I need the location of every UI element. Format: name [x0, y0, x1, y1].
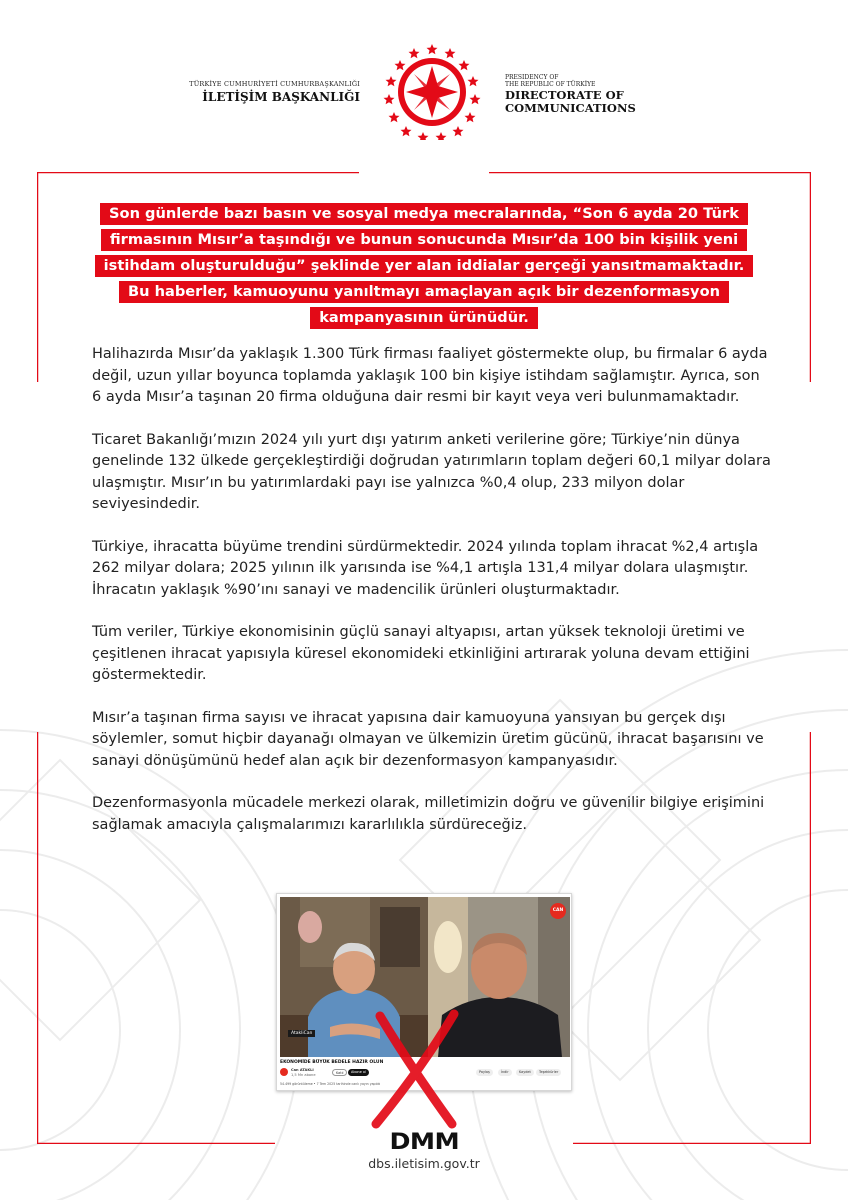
- red-cross-icon: [366, 1008, 466, 1130]
- video-live-tag: AtakliCan: [288, 1030, 315, 1037]
- dmm-logo: DMM: [389, 1130, 459, 1155]
- headline-line: istihdam oluşturulduğu” şeklinde yer alan iddialar gerçeği yansıtmamaktadır.: [95, 255, 754, 277]
- video-title: EKONOMİDE BÜYÜK BEDELE HAZIR OLUN: [280, 1060, 384, 1065]
- paragraph: Mısır’a taşınan firma sayısı ve ihracat yapısına dair kamuoyuna yansıyan bu gerçek dışı söylemler, somut hiçbir dayanağı olmayan ve ülkemizin üretim gücünü, ihracat başarısını ve sanayi dönüşümünü hedef alan açık bir dezenformasyon kampanyasıdır.: [92, 709, 764, 769]
- headline-line: kampanyasının ürünüdür.: [310, 307, 538, 329]
- header-left-subtitle: TÜRKİYE CUMHURİYETİ CUMHURBAŞKANLIĞI: [189, 80, 360, 88]
- channel-subscribers: 1,5 Mn abone: [291, 1073, 316, 1077]
- header-right-name-2: COMMUNICATIONS: [505, 101, 636, 115]
- header-right-title: [505, 74, 636, 114]
- headline-line: firmasının Mısır’a taşındığı ve bunun sonucunda Mısır’da 100 bin kişilik yeni: [101, 229, 747, 251]
- headline-line: Bu haberler, kamuoyunu yanıltmayı amaçlayan açık bir dezenformasyon: [119, 281, 729, 303]
- paragraph: Ticaret Bakanlığı’mızın 2024 yılı yurt dışı yatırım anketi verilerine göre; Türkiye’nin dünya genelinde 132 ülkede gerçekleştirdiği doğrudan yatırımların toplam değeri 60,1 milyar dolara ulaşmıştır. Mısır’ın bu yatırımlardaki payı ise yalnızca %0,4 olup, 233 milyon dolar seviyesindedir.: [92, 431, 771, 512]
- paragraph: Türkiye, ihracatta büyüme trendini sürdürmektedir. 2024 yılında toplam ihracat %2,4 artışla 262 milyar dolara; 2025 yılının ilk yarısında ise %4,1 artışla 131,4 milyar dolara ulaşmıştır. İhracatın yaklaşık %90’ını sanayi ve madencilik ürünleri oluşturmaktadır.: [92, 538, 759, 598]
- save-button[interactable]: Kaydet: [516, 1069, 534, 1076]
- body-text: [92, 344, 772, 857]
- paragraph: Halihazırda Mısır’da yaklaşık 1.300 Türk firması faaliyet göstermekte olup, bu firmalar 6 ayda değil, uzun yıllar boyunca toplamda yaklaşık 100 bin kişiye istihdam sağlamıştır. Ayrıca, son 6 ayda Mısır’a taşınan 20 firma olduğuna dair resmi bir kayıt veya veri bulunmamaktadır.: [92, 346, 768, 405]
- paragraph: Tüm veriler, Türkiye ekonomisinin güçlü sanayi altyapısı, artan yüksek teknoloji üretimi ve çeşitlenen ihracat yapısıyla küresel ekonomideki etkinliğini artırarak yoluna devam ettiğini göstermektedir.: [92, 624, 750, 683]
- thanks-button[interactable]: Teşekkürler: [536, 1069, 561, 1076]
- header-right-subtitle-1: PRESIDENCY OF: [505, 74, 559, 81]
- channel-name: Can ATAKLI: [291, 1068, 314, 1072]
- join-button[interactable]: Katıl: [332, 1069, 347, 1076]
- header-right-subtitle-2: THE REPUBLIC OF TÜRKİYE: [505, 81, 596, 88]
- share-button[interactable]: Paylaş: [476, 1069, 493, 1076]
- footer-website[interactable]: dbs.iletisim.gov.tr: [368, 1156, 480, 1171]
- paragraph: Dezenformasyonla mücadele merkezi olarak, milletimizin doğru ve güvenilir bilgiye erişimini sağlamak amacıyla çalışmalarımızı kararlılıkla sürdüreceğiz.: [92, 795, 765, 833]
- video-description: 54.499 görüntüleme • 7 Tem 2025 tarihinde canlı yayın yapıldı: [280, 1082, 381, 1086]
- channel-avatar: [280, 1068, 288, 1076]
- footer: [0, 1130, 848, 1171]
- header-left-title: [189, 80, 360, 104]
- subscribe-button[interactable]: Abone ol: [348, 1069, 369, 1076]
- header-right-name-1: DIRECTORATE OF: [505, 88, 624, 102]
- header: [0, 30, 848, 170]
- presidential-emblem-icon: [382, 40, 482, 140]
- channel-logo-icon: CAN: [550, 903, 566, 919]
- headline: [60, 203, 788, 333]
- headline-line: Son günlerde bazı basın ve sosyal medya mecralarında, “Son 6 ayda 20 Türk: [100, 203, 748, 225]
- header-left-name: İLETİŞİM BAŞKANLIĞI: [202, 90, 360, 104]
- download-button[interactable]: İndir: [498, 1069, 512, 1076]
